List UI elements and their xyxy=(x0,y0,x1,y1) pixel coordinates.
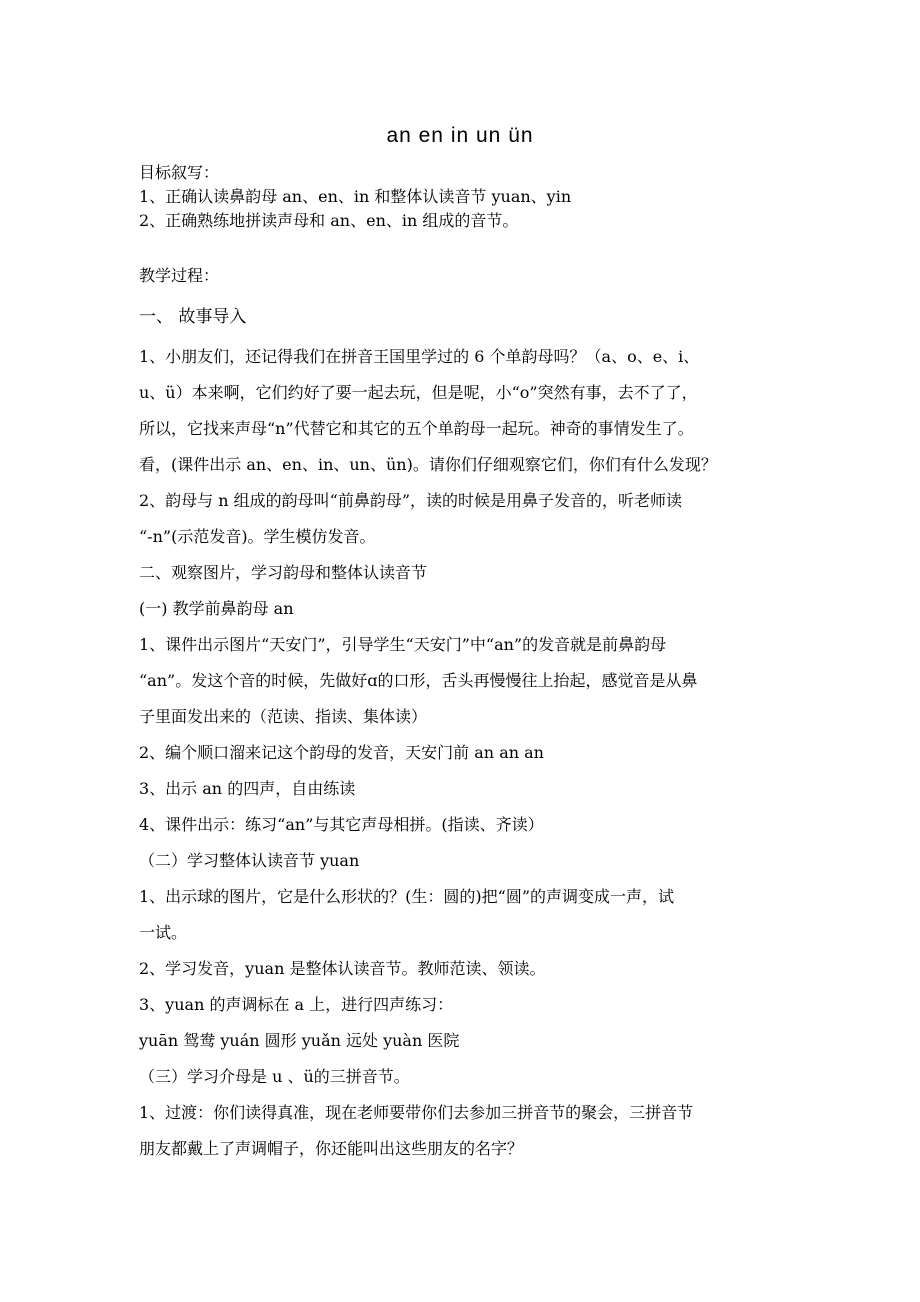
paragraph-line: 一试。 xyxy=(139,923,188,942)
process-heading: 教学过程： xyxy=(139,266,220,285)
paragraph-line: “an”。发这个音的时候，先做好ɑ的口形，舌头再慢慢往上抬起，感觉音是从鼻 xyxy=(139,671,698,690)
subsection-heading: (一) 教学前鼻韵母 an xyxy=(139,599,294,618)
paragraph-line: u、ü）本来啊，它们约好了要一起去玩，但是呢，小“o”突然有事，去不了了， xyxy=(139,383,698,402)
document-title: an en in un ün xyxy=(386,124,534,147)
paragraph-line: 1、出示球的图片，它是什么形状的？(生：圆的)把“圆”的声调变成一声，试 xyxy=(139,887,675,906)
paragraph-line: 1、小朋友们，还记得我们在拼音王国里学过的 6 个单韵母吗？（a、o、e、i、 xyxy=(139,347,700,366)
paragraph-line: 3、yuan 的声调标在 a 上，进行四声练习： xyxy=(139,995,454,1014)
paragraph-line: 2、编个顺口溜来记这个韵母的发音，天安门前 an an an xyxy=(139,743,544,762)
objective-item: 1、正确认读鼻韵母 an、en、in 和整体认读音节 yuan、yin xyxy=(139,187,572,206)
objective-item: 2、正确熟练地拼读声母和 an、en、in 组成的音节。 xyxy=(139,211,519,230)
subsection-heading: （三）学习介母是 u 、ü的三拼音节。 xyxy=(139,1067,410,1086)
paragraph-line: 所以，它找来声母“n”代替它和其它的五个单韵母一起玩。神奇的事情发生了。 xyxy=(139,419,694,438)
paragraph-line: 2、韵母与 n 组成的韵母叫“前鼻韵母”，读的时候是用鼻子发音的，听老师读 xyxy=(139,491,683,510)
subsection-heading: （二）学习整体认读音节 yuan xyxy=(139,851,360,870)
section-heading: 二、观察图片，学习韵母和整体认读音节 xyxy=(139,563,428,582)
paragraph-line: 朋友都戴上了声调帽子，你还能叫出这些朋友的名字？ xyxy=(139,1139,524,1158)
paragraph-line: 2、学习发音，yuan 是整体认读音节。教师范读、领读。 xyxy=(139,959,546,978)
section-heading: 一、 故事导入 xyxy=(139,307,247,327)
paragraph-line: 1、过渡：你们读得真准，现在老师要带你们去参加三拼音节的聚会，三拼音节 xyxy=(139,1103,694,1122)
paragraph-line: 3、出示 an 的四声，自由练读 xyxy=(139,779,356,798)
paragraph-line: 看，(课件出示 an、en、in、un、ün)。请你们仔细观察它们，你们有什么发现？ xyxy=(139,455,717,474)
objectives-heading: 目标叙写： xyxy=(139,163,220,182)
paragraph-line: 4、课件出示：练习“an”与其它声母相拼。(指读、齐读） xyxy=(139,815,544,834)
paragraph-line: “-n”(示范发音)。学生模仿发音。 xyxy=(139,527,376,546)
paragraph-line: 1、课件出示图片“天安门”，引导学生“天安门”中“an”的发音就是前鼻韵母 xyxy=(139,635,667,654)
paragraph-line: yuān 鸳鸯 yuán 圆形 yuǎn 远处 yuàn 医院 xyxy=(139,1031,460,1050)
paragraph-line: 子里面发出来的（范读、指读、集体读） xyxy=(139,707,428,726)
